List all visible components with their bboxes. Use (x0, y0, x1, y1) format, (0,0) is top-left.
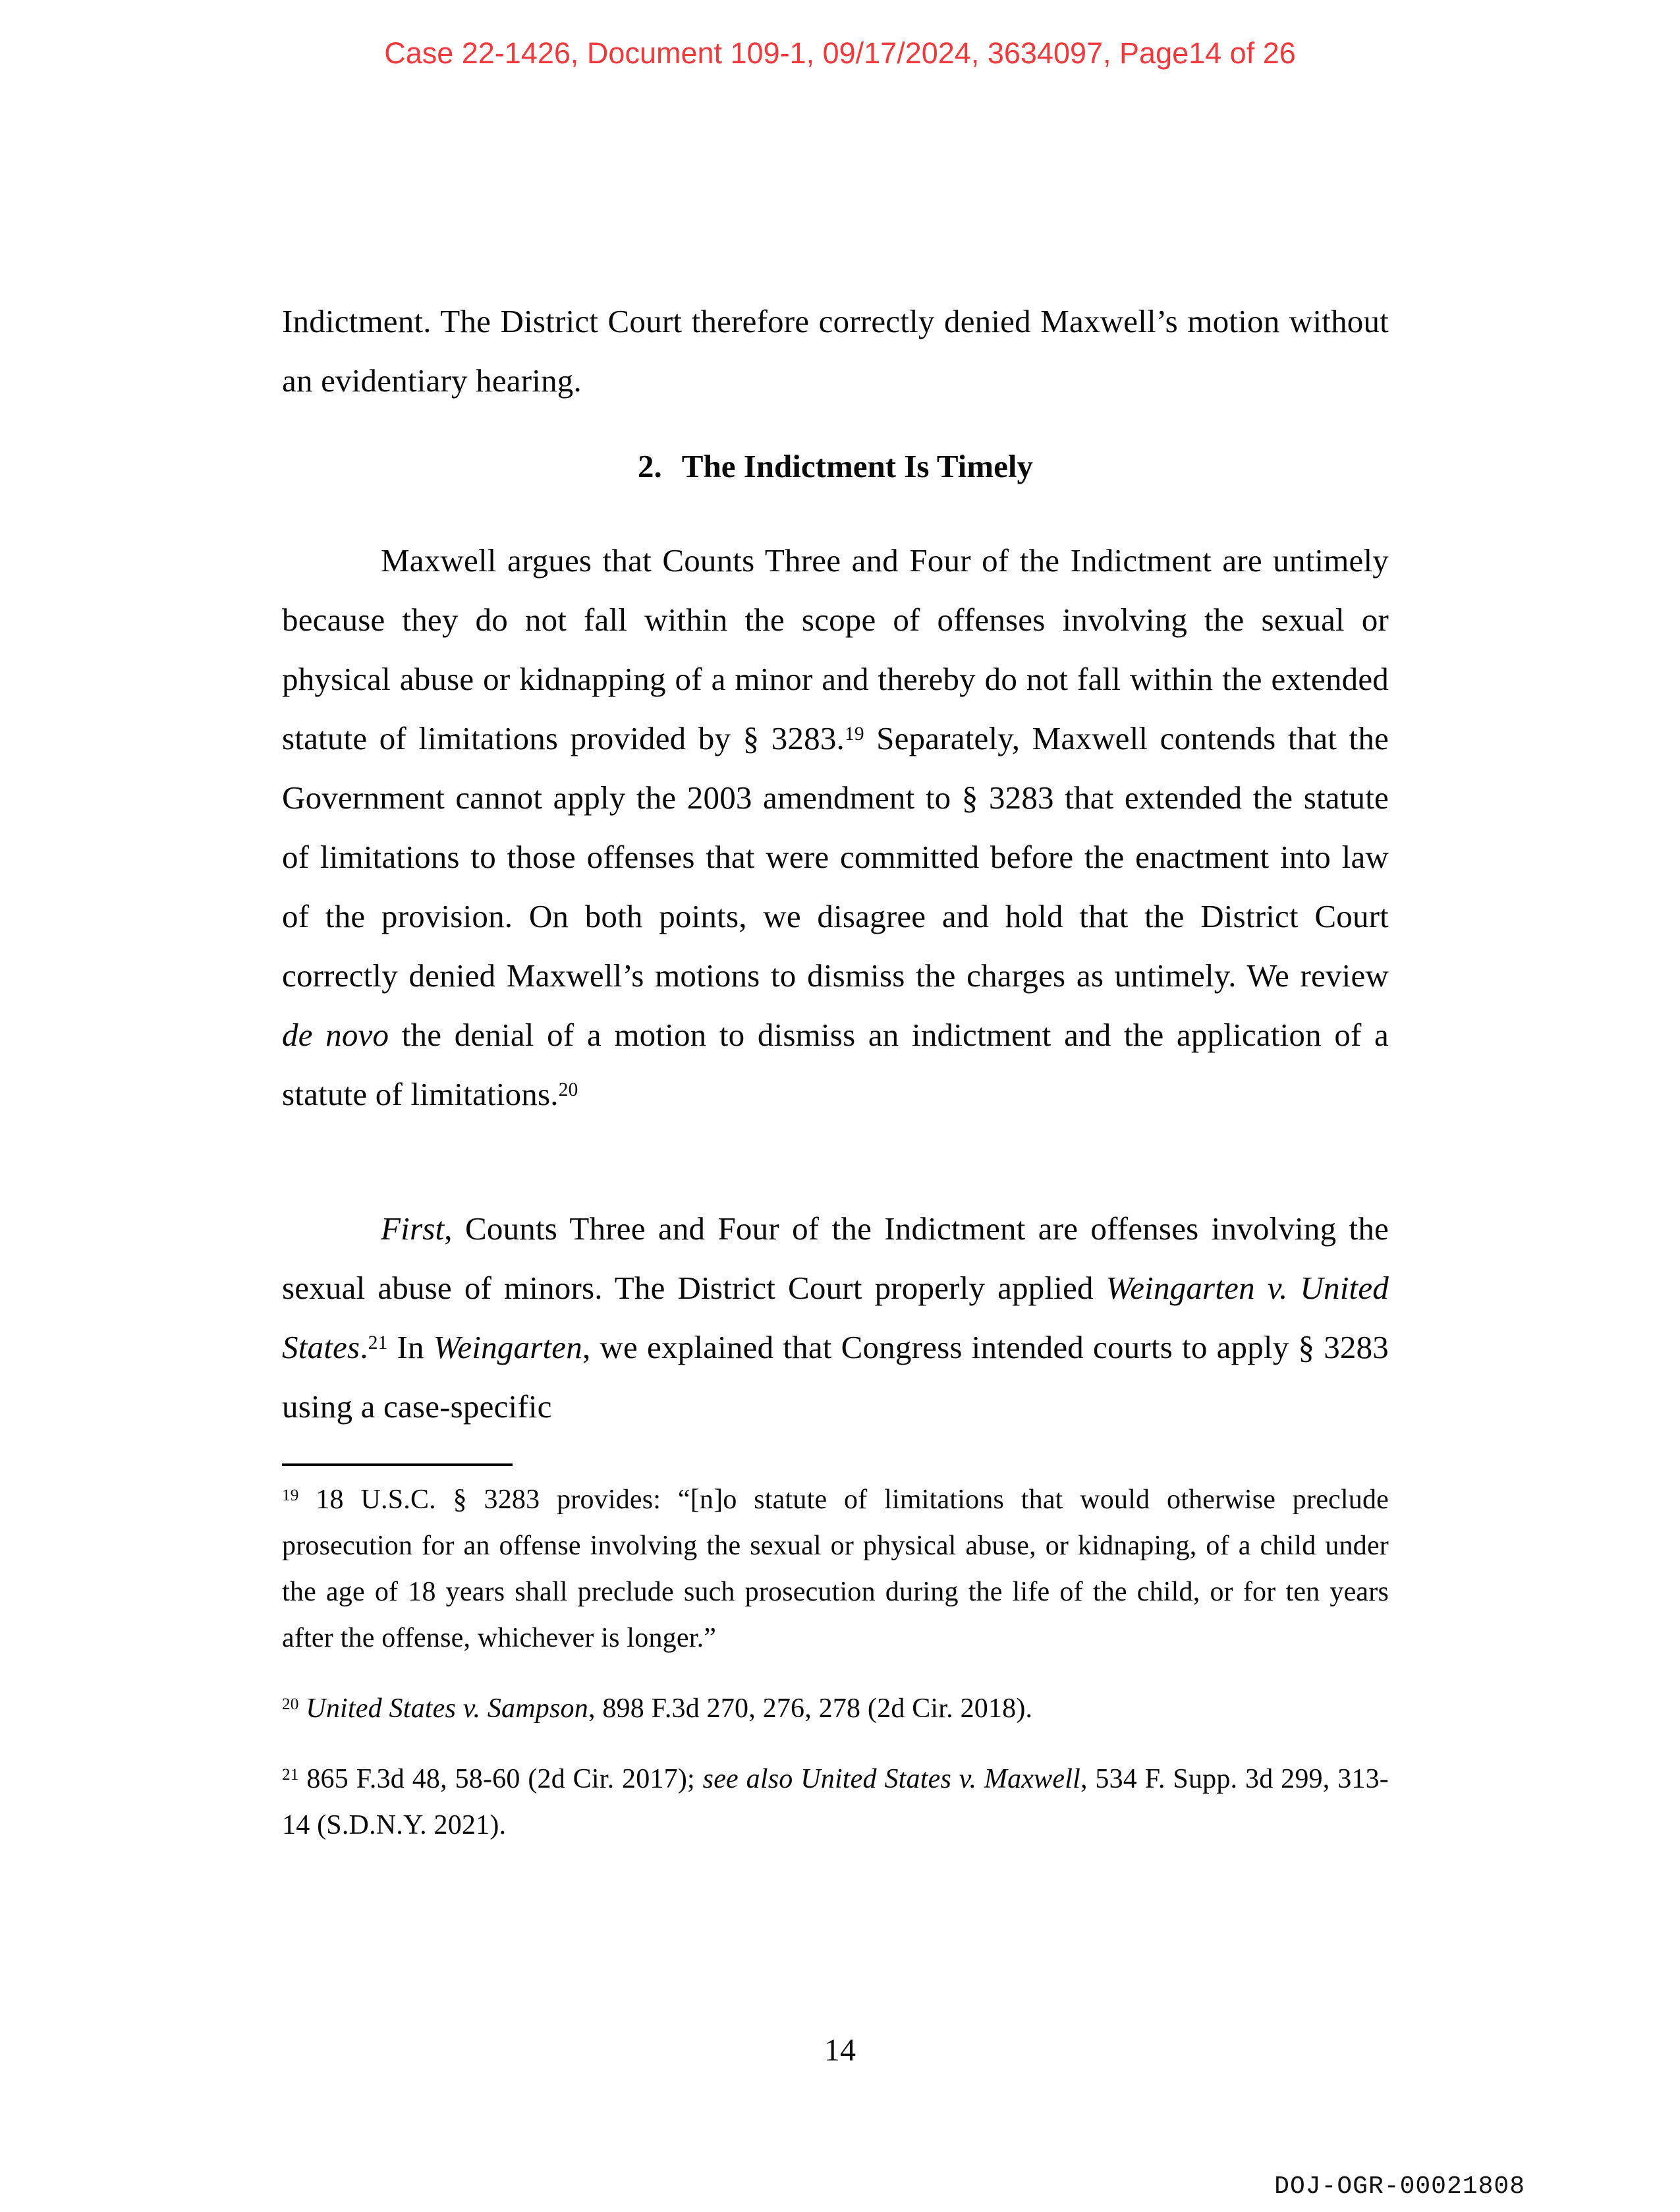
page-number: 14 (824, 2033, 856, 2068)
paragraph-continuation: Indictment. The District Court therefore correctly denied Maxwell’s motion without an evidentiary hearing. (282, 303, 1389, 399)
footnote-21: $^{21}$ 865 F.3d 48, 58-60 (2d Cir. 2017); see also United States v. Maxwell, 534 F. Supp. 3d 299, 313-14 (S.D.N.Y. 2021). (282, 1764, 1389, 1840)
footnote-19: $^{19}$ 18 U.S.C. § 3283 provides: “[n]o statute of limitations that would otherwise preclude prosecution for an offense involving the sexual or physical abuse, or kidnaping, of a child under the age of 18 years shall preclude such prosecution during the life of the child, or for ten years after the offense, whichever is longer.” (282, 1485, 1389, 1653)
footnote-separator-rule (282, 1463, 513, 1466)
body-paragraph-2: First, Counts Three and Four of the Indictment are offenses involving the sexual abuse of minors. The District Court properly applied Weingarten v. United States.$^{21}$ In Weingarten, we explained that Congress intended courts to apply § 3283 using a case-specific (282, 1210, 1389, 1425)
section-heading-title: The Indictment Is Timely (681, 448, 1033, 484)
case-stamp-header: Case 22-1426, Document 109-1, 09/17/2024, 3634097, Page14 of 26 (384, 36, 1296, 70)
section-heading (282, 437, 1389, 496)
body-paragraph-1: Maxwell argues that Counts Three and Four of the Indictment are untimely because they do not fall within the scope of offenses involving the sexual or physical abuse or kidnapping of a minor and thereby do not fall within the extended statute of limitations provided by § 3283.19 Separately, Maxwell contends that the Government cannot apply the 2003 amendment to § 3283 that extended the statute of limitations to those offenses that were committed before the enactment into law of the provision. On both points, we disagree and hold that the District Court correctly denied Maxwell’s motions to dismiss the charges as untimely. We review de novo the denial of a motion to dismiss an indictment and the application of a statute of limitations.$^{20}$ (282, 542, 1389, 1112)
footnote-20: $^{20}$ United States v. Sampson, 898 F.3d 270, 276, 278 (2d Cir. 2018). (282, 1693, 1033, 1724)
bates-stamp: DOJ-OGR-00021808 (1274, 2172, 1525, 2201)
section-heading-number: 2. (638, 448, 662, 484)
